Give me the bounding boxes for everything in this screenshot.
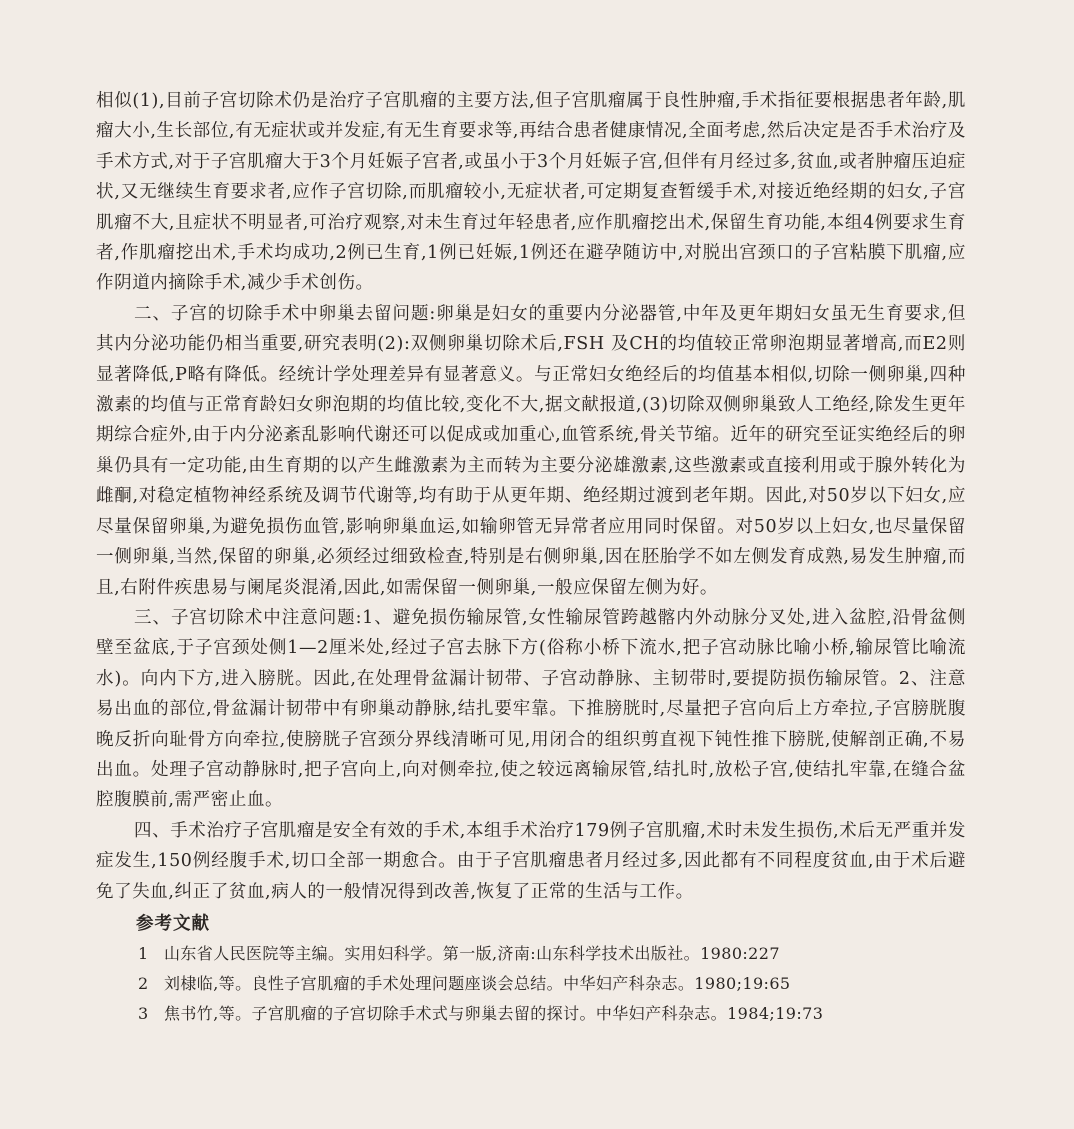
reference-item [96,969,966,999]
references-heading: 参考文献 [136,913,210,934]
paragraph: 二、子宫的切除手术中卵巢去留问题:卵巢是妇女的重要内分泌器管,中年及更年期妇女虽无生育要求,但其内分泌功能仍相当重要,研究表明(2):双侧卵巢切除术后,FSH 及CH的均值较正常卵泡期显著增高,而E2则显著降低,P略有降低。经统计学处理差异有显著意义。与正常妇女绝经后的均值基本相似,切除一侧卵巢,四种激素的均值与正常育龄妇女卵泡期的均值比较,变化不大,据文献报道,(3)切除双侧卵巢致人工绝经,除发生更年期综合症外,由于内分泌紊乱影响代谢还可以促成或加重心,血管系统,骨关节缩。近年的研究至证实绝经后的卵巢仍具有一定功能,由生育期的以产生雌激素为主而转为主要分泌雄激素,这些激素或直接利用或于腺外转化为雌酮,对稳定植物神经系统及调节代谢等,均有助于从更年期、绝经期过渡到老年期。因此,对50岁以下妇女,应尽量保留卵巢,为避免损伤血管,影响卵巢血运,如输卵管无异常者应用同时保留。对50岁以上妇女,也尽量保留一侧卵巢,当然,保留的卵巢,必须经过细致检查,特别是右侧卵巢,因在胚胎学不如左侧发育成熟,易发生肿瘤,而且,右附件疾患易与阑尾炎混淆,因此,如需保留一侧卵巢,一般应保留左侧为好。 [96,303,966,598]
reference-number: 1 [138,944,149,964]
reference-text: 刘棣临,等。良性子宫肌瘤的手术处理问题座谈会总结。中华妇产科杂志。1980;19:65 [164,974,791,994]
article-body [96,86,966,1029]
paragraph: 相似(1),目前子宫切除术仍是治疗子宫肌瘤的主要方法,但子宫肌瘤属于良性肿瘤,手术指征要根据患者年龄,肌瘤大小,生长部位,有无症状或并发症,有无生育要求等,再结合患者健康情况,全面考虑,然后决定是否手术治疗及手术方式,对于子宫肌瘤大于3个月妊娠子宫者,或虽小于3个月妊娠子宫,但伴有月经过多,贫血,或者肿瘤压迫症状,又无继续生育要求者,应作子宫切除,而肌瘤较小,无症状者,可定期复查暂缓手术,对接近绝经期的妇女,子宫肌瘤不大,且症状不明显者,可治疗观察,对未生育过年轻患者,应作肌瘤挖出术,保留生育功能,本组4例要求生育者,作肌瘤挖出术,手术均成功,2例已生育,1例已妊娠,1例还在避孕随访中,对脱出宫颈口的子宫粘膜下肌瘤,应作阴道内摘除手术,减少手术创伤。 [96,91,966,294]
paragraph: 四、手术治疗子宫肌瘤是安全有效的手术,本组手术治疗179例子宫肌瘤,术时未发生损伤,术后无严重并发症发生,150例经腹手术,切口全部一期愈合。由于子宫肌瘤患者月经过多,因此都有不同程度贫血,由于术后避免了失血,纠正了贫血,病人的一般情况得到改善,恢复了正常的生活与工作。 [96,820,966,902]
reference-text: 焦书竹,等。子宫肌瘤的子宫切除手术式与卵巢去留的探讨。中华妇产科杂志。1984;19:73 [164,1004,824,1024]
reference-item [96,999,966,1029]
reference-number: 3 [138,1004,149,1024]
reference-text: 山东省人民医院等主编。实用妇科学。第一版,济南:山东科学技术出版社。1980:227 [164,944,780,964]
references-list [96,939,966,1029]
reference-item [96,939,966,969]
reference-number: 2 [138,974,149,994]
paragraph: 三、子宫切除术中注意问题:1、避免损伤输尿管,女性输尿管跨越髂内外动脉分叉处,进入盆腔,沿骨盆侧壁至盆底,于子宫颈处侧1—2厘米处,经过子宫去脉下方(俗称小桥下流水,把子宫动脉比喻小桥,输尿管比喻流水)。向内下方,进入膀胱。因此,在处理骨盆漏计韧带、子宫动静脉、主韧带时,要提防损伤输尿管。2、注意易出血的部位,骨盆漏计韧带中有卵巢动静脉,结扎要牢靠。下推膀胱时,尽量把子宫向后上方牵拉,子宫膀胱腹晚反折向耻骨方向牵拉,使膀胱子宫颈分界线清晰可见,用闭合的组织剪直视下钝性推下膀胱,使解剖正确,不易出血。处理子宫动静脉时,把子宫向上,向对侧牵拉,使之较远离输尿管,结扎时,放松子宫,使结扎牢靠,在缝合盆腔腹膜前,需严密止血。 [96,607,966,811]
